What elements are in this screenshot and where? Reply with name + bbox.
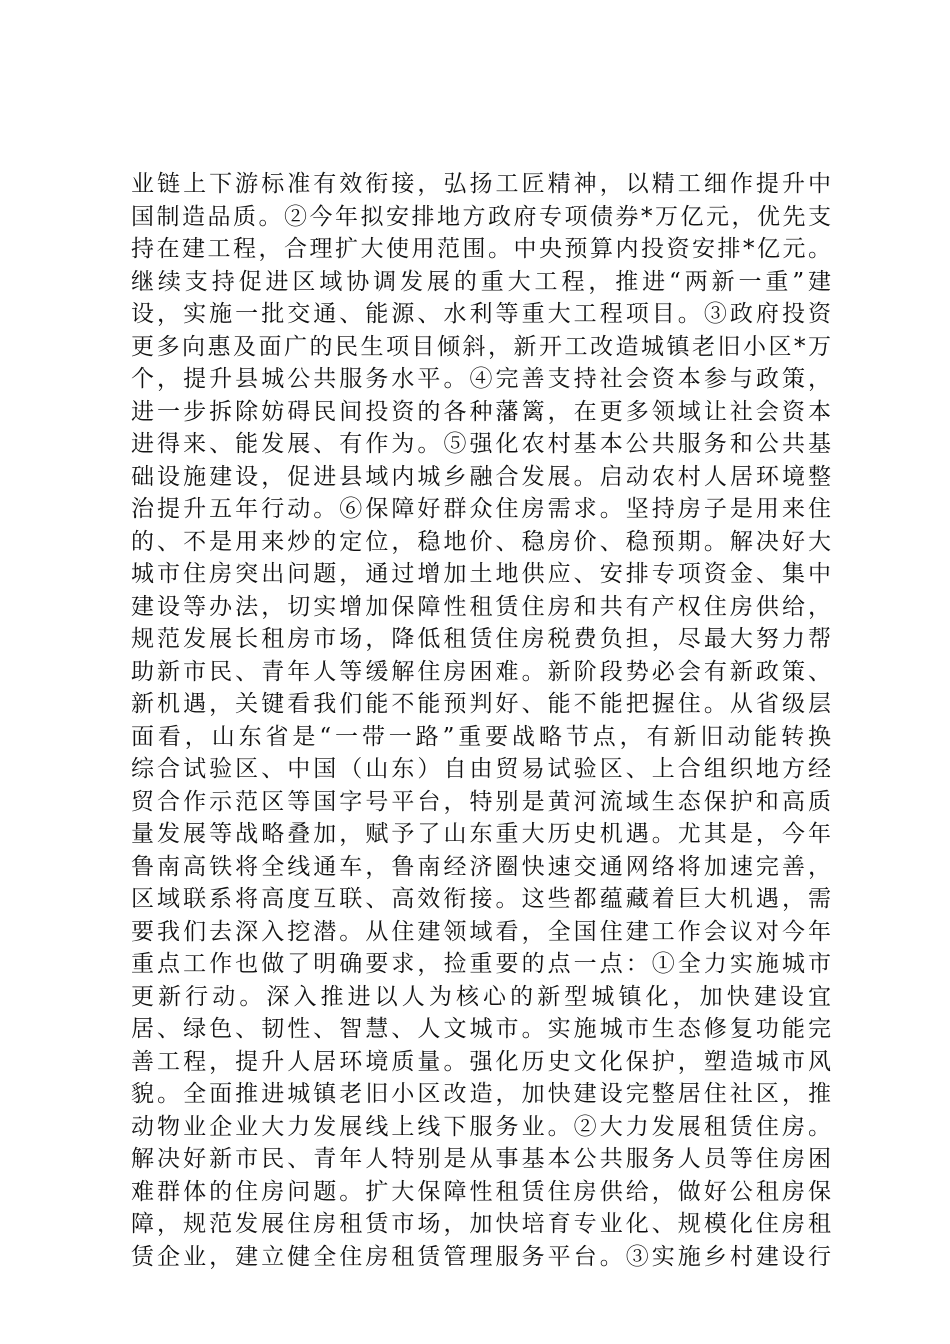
text-line: 障，规范发展住房租赁市场，加快培育专业化、规模化住房租	[131, 1211, 831, 1237]
text-line: 进一步拆除妨碍民间投资的各种藩篱，在更多领域让社会资本	[131, 398, 831, 425]
text-line: 贸合作示范区等国字号平台，特别是黄河流域生态保护和高质	[131, 788, 831, 815]
text-line: 解决好新市民、青年人特别是从事基本公共服务人员等住房困	[131, 1146, 831, 1172]
text-line: 进得来、能发展、有作为。⑤强化农村基本公共服务和公共基	[131, 431, 831, 457]
text-line: 面看，山东省是“一带一路”重要战略节点，有新旧动能转换	[131, 723, 831, 750]
text-line: 量发展等战略叠加，赋予了山东重大历史机遇。尤其是，今年	[131, 821, 831, 847]
text-line: 的、不是用来炒的定位，稳地价、稳房价、稳预期。解决好大	[131, 528, 831, 555]
text-line: 助新市民、青年人等缓解住房困难。新阶段势必会有新政策、	[131, 658, 831, 685]
text-line: 业链上下游标准有效衔接，弘扬工匠精神，以精工细作提升中	[131, 171, 831, 197]
text-line: 居、绿色、韧性、智慧、人文城市。实施城市生态修复功能完	[131, 1016, 831, 1042]
text-line: 建设等办法，切实增加保障性租赁住房和共有产权住房供给，	[131, 593, 831, 620]
text-line: 设，实施一批交通、能源、水利等重大工程项目。③政府投资	[131, 301, 831, 327]
text-line: 难群体的住房问题。扩大保障性租赁住房供给，做好公租房保	[131, 1178, 831, 1205]
text-line: 善工程，提升人居环境质量。强化历史文化保护，塑造城市风	[131, 1048, 831, 1075]
text-line: 综合试验区、中国（山东）自由贸易试验区、上合组织地方经	[131, 756, 831, 782]
text-line: 区域联系将高度互联、高效衔接。这些都蕴藏着巨大机遇，需	[131, 886, 831, 912]
text-line: 础设施建设，促进县域内城乡融合发展。启动农村人居环境整	[131, 463, 831, 490]
text-line: 鲁南高铁将全线通车，鲁南经济圈快速交通网络将加速完善，	[131, 853, 831, 880]
text-line: 继续支持促进区域协调发展的重大工程，推进“两新一重”建	[131, 268, 831, 295]
text-line: 持在建工程，合理扩大使用范围。中央预算内投资安排*亿元。	[131, 236, 831, 262]
text-line: 更多向惠及面广的民生项目倾斜，新开工改造城镇老旧小区*万	[131, 333, 831, 360]
text-line: 貌。全面推进城镇老旧小区改造，加快建设完整居住社区，推	[131, 1081, 831, 1107]
text-line: 新机遇，关键看我们能不能预判好、能不能把握住。从省级层	[131, 691, 831, 717]
text-line: 治提升五年行动。⑥保障好群众住房需求。坚持房子是用来住	[131, 496, 831, 522]
text-line: 个，提升县城公共服务水平。④完善支持社会资本参与政策，	[131, 366, 831, 392]
text-line: 更新行动。深入推进以人为核心的新型城镇化，加快建设宜	[131, 983, 831, 1010]
text-line: 规范发展长租房市场，降低租赁住房税费负担，尽最大努力帮	[131, 626, 831, 652]
text-line: 国制造品质。②今年拟安排地方政府专项债券*万亿元，优先支	[131, 203, 831, 230]
text-line: 要我们去深入挖潜。从住建领域看，全国住建工作会议对今年	[131, 918, 831, 945]
text-line: 动物业企业大力发展线上线下服务业。②大力发展租赁住房。	[131, 1113, 831, 1140]
body-text	[131, 168, 831, 1273]
text-line: 赁企业，建立健全住房租赁管理服务平台。③实施乡村建设行	[131, 1243, 831, 1270]
text-line: 重点工作也做了明确要求，捡重要的点一点：①全力实施城市	[131, 951, 831, 977]
text-line: 城市住房突出问题，通过增加土地供应、安排专项资金、集中	[131, 561, 831, 587]
